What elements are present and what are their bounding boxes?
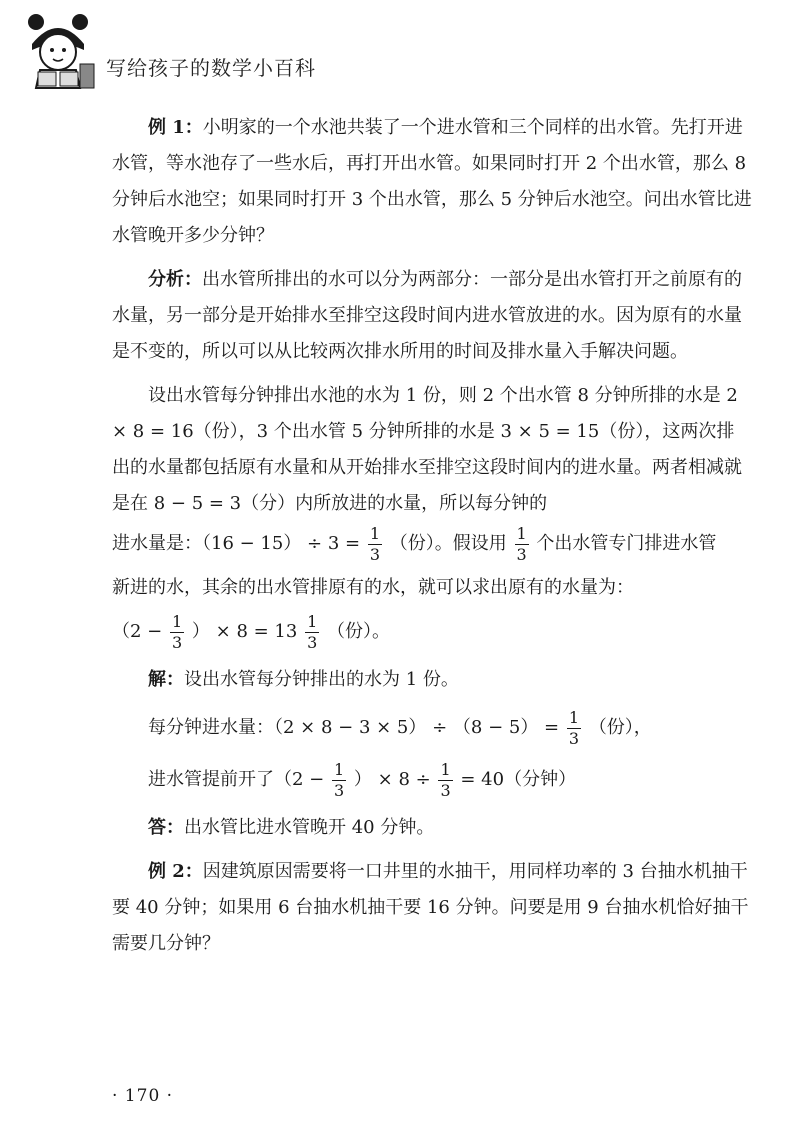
example-2-text: 因建筑原因需要将一口井里的水抽干，用同样功率的 3 台抽水机抽干要 40 分钟；如果用 6 台抽水机抽干要 16 分钟。问要是用 9 台抽水机恰好抽干需要几分钟？ (112, 861, 749, 954)
solution-step-1 (112, 706, 752, 750)
step-2-expression-mid: ） × 8 ÷ (353, 769, 431, 790)
book-title: 写给孩子的数学小百科 (106, 56, 316, 80)
step-2-expression-start: 进水管提前开了（2 − (148, 769, 325, 790)
solution-label: 解： (148, 669, 184, 690)
answer-text: 出水管比进水管晚开 40 分钟。 (184, 817, 435, 838)
fraction-one-third: $\frac{1}{3}$ (568, 707, 580, 748)
answer (112, 810, 752, 846)
example-1-text: 小明家的一个水池共装了一个进水管和三个同样的出水管。先打开进水管，等水池存了一些水后，再打开出水管。如果同时打开 2 个出水管，那么 8 分钟后水池空；如果同时打开 3 个出水管，那么 5 分钟后水池空。问出水管比进水管晚开多少分钟？ (112, 117, 752, 246)
analysis (112, 262, 752, 370)
solution (112, 662, 752, 698)
inflow-unit: （份）。假设用 (389, 533, 507, 554)
page-number: · 170 · (112, 1086, 174, 1106)
step-1-unit: （份）， (588, 717, 652, 738)
example-1-label: 例 1： (148, 117, 203, 138)
analysis-label: 分析： (148, 269, 202, 290)
fraction-one-third: $\frac{1}{3}$ (172, 611, 183, 652)
answer-label: 答： (148, 817, 184, 838)
original-water-expression-mid: ） × 8 = 13 (191, 621, 298, 642)
assumption-text: 个出水管专门排进水管 (536, 533, 717, 554)
solution-step-2 (112, 758, 752, 802)
analysis-text: 出水管所排出的水可以分为两部分：一部分是出水管打开之前原有的水量，另一部分是开始排水至排空这段时间内进水管放进的水。因为原有的水量是不变的，所以可以从比较两次排水所用的时间及排水量入手解决问题。 (112, 269, 742, 362)
explanation-line-inflow (112, 522, 752, 566)
original-water-text: 新进的水，其余的出水管排原有的水，就可以求出原有的水量为： (112, 577, 634, 598)
fraction-one-third: $\frac{1}{3}$ (369, 523, 381, 564)
original-water-expression-start: （2 − (112, 621, 163, 642)
explanation-line-original-water (112, 610, 752, 654)
page-header (18, 8, 418, 88)
fraction-one-third: $\frac{1}{3}$ (516, 523, 527, 564)
original-water-unit: （份）。 (327, 621, 390, 642)
example-2 (112, 854, 752, 962)
page-body (112, 110, 752, 962)
solution-text: 设出水管每分钟排出的水为 1 份。 (184, 669, 459, 690)
example-1 (112, 110, 752, 254)
fraction-one-third: $\frac{1}{3}$ (307, 611, 318, 652)
explanation-paragraph (112, 378, 752, 522)
step-1-expression: 每分钟进水量：（2 × 8 − 3 × 5） ÷ （8 − 5） = (148, 717, 560, 738)
step-2-result: = 40（分钟） (460, 769, 577, 790)
inflow-expression: 进水量是：（16 − 15） ÷ 3 = (112, 533, 361, 554)
fraction-one-third: $\frac{1}{3}$ (440, 759, 451, 800)
explanation-text: 设出水管每分钟排出水池的水为 1 份，则 2 个出水管 8 分钟所排的水是 2 × 8 = 16（份），3 个出水管 5 分钟所排的水是 3 × 5 = 15（份），这两次排出的水量都包括原有水量和从开始排水至排空这段时间内的进水量。两者相减就是在 8 − 5 = 3（分）内所放进的水量，所以每分钟的 (112, 385, 742, 514)
girl-reading-book-icon (18, 8, 106, 90)
explanation-line-3 (112, 566, 752, 610)
fraction-one-third: $\frac{1}{3}$ (334, 759, 345, 800)
example-2-label: 例 2： (148, 861, 203, 882)
